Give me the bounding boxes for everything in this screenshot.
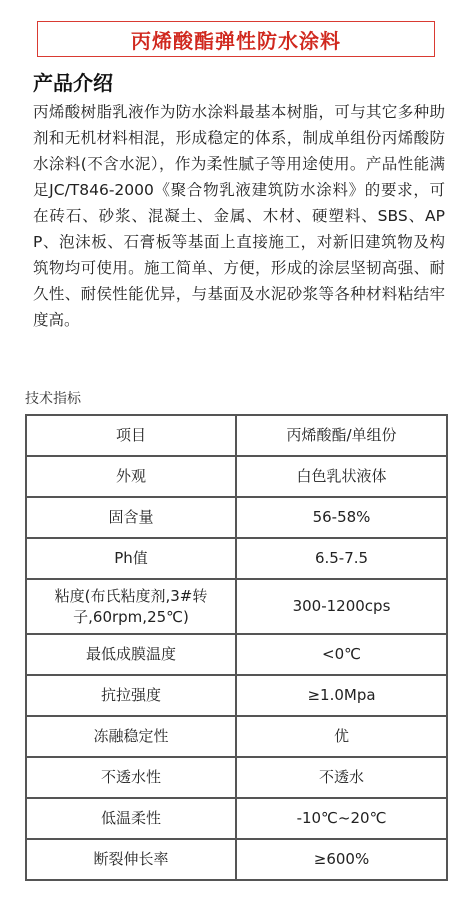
item-cell: 断裂伸长率 — [26, 839, 236, 880]
intro-paragraph: 丙烯酸树脂乳液作为防水涂料最基本树脂，可与其它多种助剂和无机材料相混，形成稳定的体系，制成单组份丙烯酸防水涂料(不含水泥），作为柔性腻子等用途使用。产品性能满足JC/T846-2000《聚合物乳液建筑防水涂料》的要求，可在砖石、砂浆、混凝土、金属、木材、硬塑料、SBS、APP、泡沫板、石膏板等基面上直接施工，对新旧建筑物及构筑物均可使用。施工简单、方便，形成的涂层坚韧高强、耐久性、耐侯性能优异，与基面及水泥砂浆等各种材料粘结牢度高。 — [33, 103, 445, 329]
value-cell: -10℃~20℃ — [236, 798, 447, 839]
table-header-row — [26, 415, 447, 456]
table-row — [26, 538, 447, 579]
table-row — [26, 456, 447, 497]
title-banner — [37, 21, 435, 57]
table-row — [26, 798, 447, 839]
table-row — [26, 579, 447, 634]
value-cell: ≥1.0Mpa — [236, 675, 447, 716]
spec-table-caption: 技术指标 — [25, 391, 81, 407]
table-row — [26, 839, 447, 880]
table-row — [26, 757, 447, 798]
item-cell: 低温柔性 — [26, 798, 236, 839]
value-cell: ≥600% — [236, 839, 447, 880]
value-cell: 不透水 — [236, 757, 447, 798]
header-item-cell: 项目 — [26, 415, 236, 456]
table-row — [26, 675, 447, 716]
table-row — [26, 497, 447, 538]
value-cell: 白色乳状液体 — [236, 456, 447, 497]
value-cell: 56-58% — [236, 497, 447, 538]
item-cell: 最低成膜温度 — [26, 634, 236, 675]
item-cell: 冻融稳定性 — [26, 716, 236, 757]
table-row — [26, 716, 447, 757]
value-cell: 6.5-7.5 — [236, 538, 447, 579]
table-row — [26, 634, 447, 675]
value-cell: <0℃ — [236, 634, 447, 675]
item-cell: 固含量 — [26, 497, 236, 538]
item-cell: 外观 — [26, 456, 236, 497]
item-cell: 抗拉强度 — [26, 675, 236, 716]
header-value-cell: 丙烯酸酯/单组份 — [236, 415, 447, 456]
value-cell: 优 — [236, 716, 447, 757]
spec-table — [25, 414, 448, 881]
value-cell: 300-1200cps — [236, 579, 447, 634]
item-cell: Ph值 — [26, 538, 236, 579]
item-cell: 不透水性 — [26, 757, 236, 798]
item-cell: 粘度(布氏粘度剂,3#转子,60rpm,25℃) — [26, 579, 236, 634]
page-title: 丙烯酸酯弹性防水涂料 — [131, 28, 341, 53]
intro-heading: 产品介绍 — [33, 71, 113, 95]
